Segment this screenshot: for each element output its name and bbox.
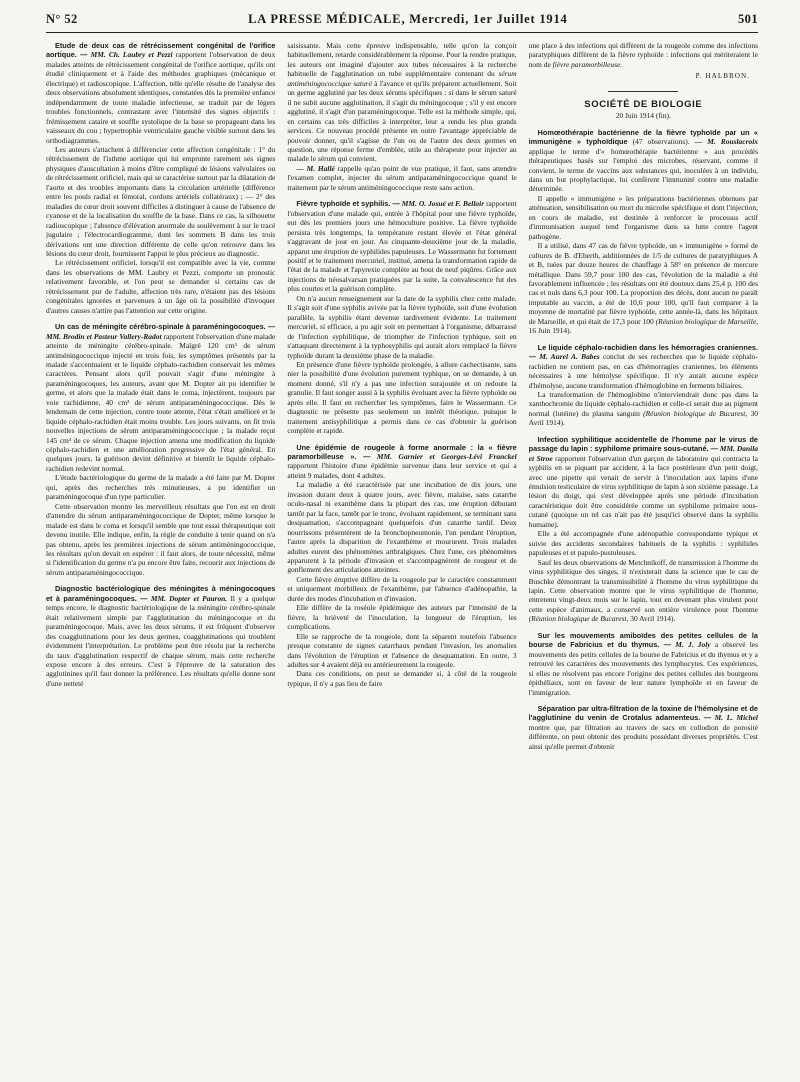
article-text: rapportent l'observation d'une malade qui, entrée à l'hôpital pour une fièvre typhoïde, eut dès les premiers jours une hémoculture positive. La fièvre typhoïde persista très longtemps, la température restant élevée et l'état général s'aggravant de jour en jour. Au cinquante-deuxième jour de la maladie, apparut une éruption de syphilides papuleuses. Le Wassermann fut fortement positif et le traitement mercuriel, institué, amena la transformation rapide de l'état de la malade et l'apyrexie complète au bout de neuf piqûres. Grâce aux injections de néosalvarsan pratiquées par la suite, la convalescence fut des plus courtes et la guérison complète. bbox=[287, 199, 517, 294]
article-measles-epidemic bbox=[287, 443, 516, 689]
reference-date: 30 Avril 1914). bbox=[528, 408, 758, 428]
article-title: Etude de deux cas de rétrécissement congénital de l'orifice aortique. — bbox=[46, 41, 276, 60]
article-paragraph: Cette fièvre éruptive diffère de la rougeole par le caractère constamment et uniquement morbilleux de l'exanthème, par l'absence d'adénopathie, la durée des modes d'incubation et d'invasion. bbox=[287, 574, 517, 603]
article-text: rapportent l'observation d'un garçon de laboratoire qui contracta la syphilis en se piquant par accident, à la face postérieure d'un petit doigt, avec une pipette qui venait de servir à l'inoculation aux lapins d'une émulsion testiculaire de virus syphilitique de lapin à son sixième passage. La lésion du doigt, qui s'est développée après une période d'incubation caractéristique doit être considérée comme un syphilome primaire sous-cutané (quoique un tel cas n'ait pas été jusqu'ici observé dans la syphilis humaine). bbox=[528, 453, 758, 529]
article-authors: M. Aurel A. Babes bbox=[539, 352, 600, 362]
article-authors: MM. O. Josué et F. Belloir bbox=[401, 199, 485, 209]
article-continuation bbox=[529, 41, 758, 82]
session-date: 20 Juin 1914 (fin). bbox=[615, 111, 671, 121]
article-authors: MM. Brodin et Pasteur Vallery-Radot bbox=[46, 331, 162, 341]
article-ultrafiltration bbox=[529, 704, 758, 751]
page-header bbox=[46, 12, 758, 33]
article-paragraph: Elle diffère de la roséole épidémique des auteurs par l'intensité de la fièvre, la brièveté de l'inoculation, la longueur de l'éruption, les complications. bbox=[287, 603, 517, 632]
article-title: Fièvre typhoïde et syphilis. — bbox=[296, 199, 400, 209]
article-title: Le liquide céphalo-rachidien dans les hémorragies craniennes. — bbox=[528, 342, 758, 362]
article-text-italic: fièvre paramorbilleuse. bbox=[552, 59, 623, 69]
article-amoeboid-movements bbox=[529, 631, 758, 697]
article-homeotherapy bbox=[529, 128, 758, 336]
article-text: La transformation de l'hémoglobine n'interviendrait donc pas dans la xanthochromie du liquide céphalo-rachidien et celle-ci serait due au pigment normal (lutéine) du plasma sanguin bbox=[528, 389, 758, 418]
article-authors: M. J. Joly bbox=[675, 640, 711, 650]
reference: (Réunion biologique de Marseille, bbox=[655, 316, 758, 326]
article-text: rapportent l'observation de deux malades atteints de rétrécissement congénital de l'orifice aortique, qu'ils ont étudié cliniquement et à l'aide des méthodes graphiques (mécanique et électrique) et radioscopique. L'affection, telle qu'elle résulte de l'analyse des deux observations absolument identiques, constatées dès la première enfance indépendamment de toute maladie infectieuse, se traduit par de légers troubles fonctionnels, contrastant avec l'intensité des signes objectifs : frémissement cataire et souffle systolique de la base se propageant dans les vaisseaux du cou ; hypertrophie ventriculaire gauche visible surtout dans les orthodiagrammes. bbox=[46, 50, 276, 145]
article-title: Diagnostic bactériologique des méningites à méningocoques et à paraméningocoques. — bbox=[46, 584, 276, 603]
article-paragraph: L'étude bactériologique du germe de la malade a été faite par M. Dopter qui, après des recherches très minutieuses, a pu identifier un paraméningocoque d'un type particulier. bbox=[46, 473, 276, 502]
author-signature: P. HALBRON. bbox=[695, 72, 750, 81]
article-text: Il y a quelque temps encore, le diagnostic bactériologique de la méningite cérébro-spinale était relativement simple par l'agglutination du méningocoque et du paraméningocoque. Mais, avec les deux sérums, il est fréquent d'observer des coagglutinations pour les deux germes, coagglutinations qui troublent évidemment l'interprétation. Le problème peut être résolu par la recherche du taux d'agglutination respectif de chaque sérum, mais cette recherche expose encore à des erreurs. C'est à l'épreuve de la saturation des agglutinines qu'il faut donner la préférence. Les résultats qu'elle donne sont d'une netteté bbox=[46, 593, 276, 688]
article-syphilis-infection bbox=[529, 435, 758, 624]
article-text: rappelle qu'au point de vue pratique, il faut, sans attendre l'examen complet, injecter du sérum antiparaméningococcique quand le traitement par le sérum antiméningococcique reste sans action. bbox=[287, 163, 517, 192]
article-title: Homœothérapie bactérienne de la fièvre typhoïde par un « immunigène » typhoïdique bbox=[528, 127, 758, 147]
article-title: Sur les mouvements amiboïdes des petites cellules de la bourse de Fabricius et du thymus. — bbox=[528, 630, 758, 650]
article-paragraph: Elle se rapproche de la rougeole, dont la séparent toutefois l'absence presque constante de signes catarrhaux pendant l'invasion, les anomalies dans l'évolution de l'éruption et l'absence de desquamation. En outre, 3 adultes sur 4 avaient déjà eu antérieurement la rougeole. bbox=[287, 631, 517, 669]
issue-number: N° 52 bbox=[46, 12, 78, 26]
article-paragraph: Cette observation montre les merveilleux résultats que l'on est en droit d'attendre du sérum antiparaméningococcique de Dopter, même lorsque le malade est dans le coma et lorsqu'il semble que tout essai thérapeutique soit devenu inutile. Elle indique, enfin, la règle de conduite à tenir quand on n'a pas obtenu, après les premières injections de sérum antiméningococcique, les résultats qu'on devait en espérer : il faut alors, de toute nécessité, même si l'identification du germe n'a pu encore être faite, recourir aux injections de sérum antiparaméningococcique. bbox=[46, 501, 276, 577]
columns bbox=[46, 41, 758, 1076]
article-paragraph: Les auteurs s'attachent à différencier cette affection congénitale : 1° du rétrécissement de l'isthme aortique qui lui emprunte rarement ses signes physiques d'auscultation à moins d'être compliqué de lésions valvulaires ou de rétrécissement orificiel, mais qui se caractérise surtout par la dilatation de l'aorte et des troubles importants dans la circulation artérielle (différence entre les pouls radial et fémoral, cordons artériels collatéraux) ; — 2° des maladies du cœur droit souvent difficiles à distinguer à cause de l'absence de cyanose et de la localisation du souffle de la base. Dans ce cas, la silhouette radioscopique ; l'absence d'élévation anormale du soulèvement à sur le tracé jugulaire ; l'électrocardiogramme, dont les sommets B dans les trois dérivations ont une direction différente de celle qu'on retrouve dans les lésions du cœur droit, fournissent l'appui le plus précieux au diagnostic. bbox=[46, 144, 276, 258]
article-text: rapportent l'histoire d'une épidémie survenue dans leur service et qui a atteint 9 malades, dont 4 adultes. bbox=[287, 461, 517, 480]
article-authors: — M. Rouslacroix bbox=[694, 137, 758, 147]
article-authors: MM. Dopter et Pauron. bbox=[150, 593, 228, 603]
article-text: rapportent l'observation d'une malade atteinte de méningite cérébro-spinale. Malgré 120 cm³ de sérum antiméningococcique injecté en trois fois, les symptômes présentés par la malade s'accentuaient et le liquide céphalo-rachidien conservait les mêmes caractères. Pensant alors qu'il pouvait s'agir d'une méningite à paraméningocoques, les auteurs, avant que M. Dopter ait pu identifier le germe, et alors que la malade était dans le coma, injectèrent, toujours par voie rachidienne, 40 cm³ de sérum antiparaméningococcique. Dès le lendemain de cette injection, contre toute attente, l'état s'était amélioré et le liquide céphalo-rachidien était moins trouble. Les jours suivants, on fit trois nouvelles injections de sérum antiparaméningococcique ; la malade reçut 145 cm³ de ce sérum. Chaque injection amena une modification du liquide céphalo-rachidien et une amélioration progressive de l'état général. En quelques jours, la guérison devint définitive et bientôt le liquide céphalo-rachidien redevint normal. bbox=[46, 331, 276, 473]
reference: (Réunion biologique de Bucarest, bbox=[643, 408, 748, 418]
article-text: à l'avance et qu'ils préparent actuellement. Soit un germe agglutiné par les deux sérums spécifiques : si dans le sérum saturé il ne subit aucune agglutination, il s'agit du méningocoque ; s'il y est encore agglutiné, il s'agit d'un paraméningocoque. Telle est la méthode simple, qui, en certains cas très difficiles à interpréter, leur a rendu les plus grands services. Ce nouveau procédé présente en outre l'avantage appréciable de pouvoir donner, qu'il s'agisse de l'un ou de l'autre des deux germes en question, une réponse ferme d'emblée, utile au thérapeute pour injecter au malade le sérum qui convient. bbox=[287, 78, 517, 164]
article-text: saisissante. Mais cette épreuve indispensable, telle qu'on la conçoit habituellement, retarde considérablement la réponse. Pour la rendre pratique, les auteurs ont imaginé d'ajouter aux tubes nécessaires à la recherche habituelle de l'agglutination un tube supplémentaire contenant du bbox=[287, 41, 517, 79]
article-authors: MM. Danila et Stroe bbox=[528, 444, 758, 463]
article-title: Une épidémie de rougeole à forme anormale : la « fièvre paramorbilleuse ». — bbox=[287, 442, 517, 462]
reference-date: 30 Avril 1914). bbox=[630, 614, 676, 624]
article-csf-hemorrhage bbox=[529, 343, 758, 428]
article-text: une place à des infections qui diffèrent de la rougeole comme des infections paratyphiques diffèrent de la fièvre typhoïde : infections qui mériteraient le nom de bbox=[528, 41, 758, 69]
article-paragraph: On n'a aucun renseignement sur la date de la syphilis chez cette malade. Il s'agit soit d'une syphilis avivée par la fièvre typhoïde, soit d'une évolution parallèle, la syphilis étant devenue tardivement évidente. Le traitement mercuriel, si efficace, a pu agir soit en permettant à l'organisme, débarrassé de l'infection syphilitique, de triompher de l'infection typhique, soit en s'attaquant directement à la typhosyphilis qui aurait alors remplacé la fièvre typhoïde durant la deuxième phase de la maladie. bbox=[287, 293, 517, 360]
article-text: montre que, par filtration au travers de sacs en collodion de porosité différente, on peut obtenir des produits possédant diverses propriétés. C'est ainsi qu'elle permet d'obtenir bbox=[528, 722, 758, 751]
article-paragraph: Elle a été accompagnée d'une adénopathie correspondante typique et suivie des accidents secondaires habituels de la syphilis : syphilides papuleuses et et papulo-pustuleuses. bbox=[528, 529, 758, 558]
column-1 bbox=[46, 41, 275, 1076]
article-text: Sauf les deux observations de Metchnikoff, de transmission à l'homme du virus syphilitique des singes, il n'existerait dans la science que le cas de Buschke démontrant la transmissibilité à l'homme du virus syphilitique du lapin. Cette observation montre que le virus syphilitique de l'homme, entretenu vingt-deux mois sur le lapin, tout en devenant plus virulent pour cette espèce d'animaux, a conservé son entière virulence pour l'homme bbox=[528, 557, 758, 614]
article-text: applique le terme d'« homœothérapie bactérienne » aux procédés thérapeutiques basés sur l'emploi des microbes, réservant, comme il convient, le terme de vaccins aux substances qui, inoculées à un individu, dans un but prophylactique, lui confèrent l'immunité contre une maladie déterminée. bbox=[528, 146, 758, 194]
article-paragraph: Dans ces conditions, on peut se demander si, à côté de la rougeole typique, il n'y a pas lieu de faire bbox=[287, 669, 517, 688]
observation-count: (47 observations). bbox=[632, 137, 690, 147]
article-authors: MM. Garnier et Georges-Lévi Franckel bbox=[376, 452, 517, 462]
article-text: Il a utilisé, dans 47 cas de fièvre typhoïde, un « immunigène » formé de cultures de B. d'Eberth, additionnées de 1/5 de cultures de paratyphiques A et B, tuées par douze heures de chauffage à 58° en présence de mercure métallique. Dans 59,7 pour 100 des cas, l'évolution de la maladie a été favorablement influencée ; les résultats ont été douteux dans 25,4 p. 100 des cas et nuls dans 6,3 pour 100. La proportion des décès, dont aucun ne paraît imputable au vaccin, a été de 10,6 pour 100, qu'il faut comparer à la moyenne de mortalité par fièvre typhoïde, cette année-là, dans les hôpitaux de Marseille, et qui était de 17,3 pour 100 bbox=[528, 241, 758, 326]
reference-date: 16 Juin 1914). bbox=[528, 326, 572, 336]
column-2 bbox=[287, 41, 516, 1076]
article-authors: M. L. Michel bbox=[714, 713, 758, 723]
journal-title: LA PRESSE MÉDICALE, Mercredi, 1er Juillet 1914 bbox=[248, 12, 568, 26]
column-3 bbox=[529, 41, 758, 1076]
commentator: — M. Hallé bbox=[296, 163, 335, 173]
article-meningitis-case bbox=[46, 322, 275, 577]
article-text: conclut de ses recherches que le liquide céphalo-rachidien ne contient pas, en cas d'hémorragies craniennes, les éléments nécessaires à une hémolyse spécifique. Il n'y aurait aucune espèce d'hémolyse, aucune transformation d'hémoglobine en ferments biliaires. bbox=[528, 352, 758, 390]
article-paragraph: La maladie a été caractérisée par une incubation de dix jours, une invasion durant deux à quatre jours, avec fièvre, malaise, sans catarrhe oculo-nasal ni exanthème dans la plupart des cas, une éruption débutant tantôt par la face, tantôt par le tronc, évoluant rapidement, se terminant sans desquamation, s'accompagnant quelquefois d'un catarrhe tardif. Deux nourrissons présentèrent de la bronchopneumonie, l'un pendant l'éruption, l'autre après la disparition de l'exanthème et moururent. Trois malades adultes eurent des phénomènes arthralgiques. Chez l'une, ces phénomènes apparurent à la période d'invasion et s'accompagnèrent de rougeur et de gonflement des articulations atteintes. bbox=[287, 480, 517, 575]
article-bacteriological-diagnosis bbox=[46, 584, 275, 688]
article-title: Séparation par ultra-filtration de la toxine de l'hémolysine et de l'agglutinine du venin de Crotalus adamenteus. — bbox=[528, 704, 758, 723]
article-text: a observé les mouvements des petits cellules de la bourse de Fabricius et du thymus et y a retrouvé les caractères des mouvements des lymphocytes. Ces expériences, si elles ne résolvent pas encore l'origine des petites cellules des bourgeons épithéliaux, sont en faveur de leur nature lymphoïde et en faveur de l'immigration. bbox=[528, 640, 758, 697]
article-authors: MM. Ch. Laubry et Pezzi bbox=[90, 50, 173, 60]
article-typhoid-syphilis bbox=[287, 199, 516, 435]
article-aortic-stenosis bbox=[46, 41, 275, 315]
section-title: SOCIÉTÉ DE BIOLOGIE bbox=[584, 98, 703, 110]
reference: (Réunion biologique de Bucarest, bbox=[528, 614, 629, 624]
article-title: Un cas de méningite cérébro-spinale à paraméningocoques. — bbox=[55, 322, 276, 332]
article-paragraph: Le rétrécissement orificiel, lorsqu'il est compatible avec la vie, comme dans les observations de MM. Laubry et Pezzi, comporte un pronostic relativement favorable, et l'on peut se demander si certains cas de rétrécissement pur de l'adulte, affection très rare, n'étaient pas des lésions congénitales ignorées et parvenues à un âge où la possibilité d'invoquer d'autres causes n'attire pas l'attention sur cette origine. bbox=[46, 258, 276, 315]
article-continuation bbox=[287, 41, 516, 192]
page-number: 501 bbox=[738, 12, 758, 26]
article-title: Infection syphilitique accidentelle de l'homme par le virus de passage du lapin : syphilome primaire sous-cutané. — bbox=[528, 434, 758, 454]
article-text-italic: sérum antiméningococcique saturé bbox=[287, 69, 517, 88]
article-paragraph: En présence d'une fièvre typhoïde prolongée, à allure cachectisante, sans nier la possibilité d'une évolution purement typhique, on se demande, à un moment donné, s'il n'y a pas une infection surajoutée et on redoute la granulie. Il faut songer aussi à la syphilis évoluant avec la fièvre typhoïde ou après elle. Il faut en rechercher les symptômes, faire le Wassermann. Ce diagnostic ne présente pas seulement un intérêt théorique, puisque le traitement antisyphilitique a permis dans ce cas d'obtenir la guérison complète et rapide. bbox=[287, 359, 517, 436]
article-paragraph: Il appelle « immunigène » les préparations bactériennes obtenues par atténuation, sensibilisation ou mort du microbe spécifique et dont l'injection, en cours de maladie, est destinée à renforcer le processus actif d'immunisation auquel tend l'organisme dans sa lutte contre l'agent pathogène. bbox=[528, 193, 758, 241]
section-divider bbox=[608, 91, 678, 92]
